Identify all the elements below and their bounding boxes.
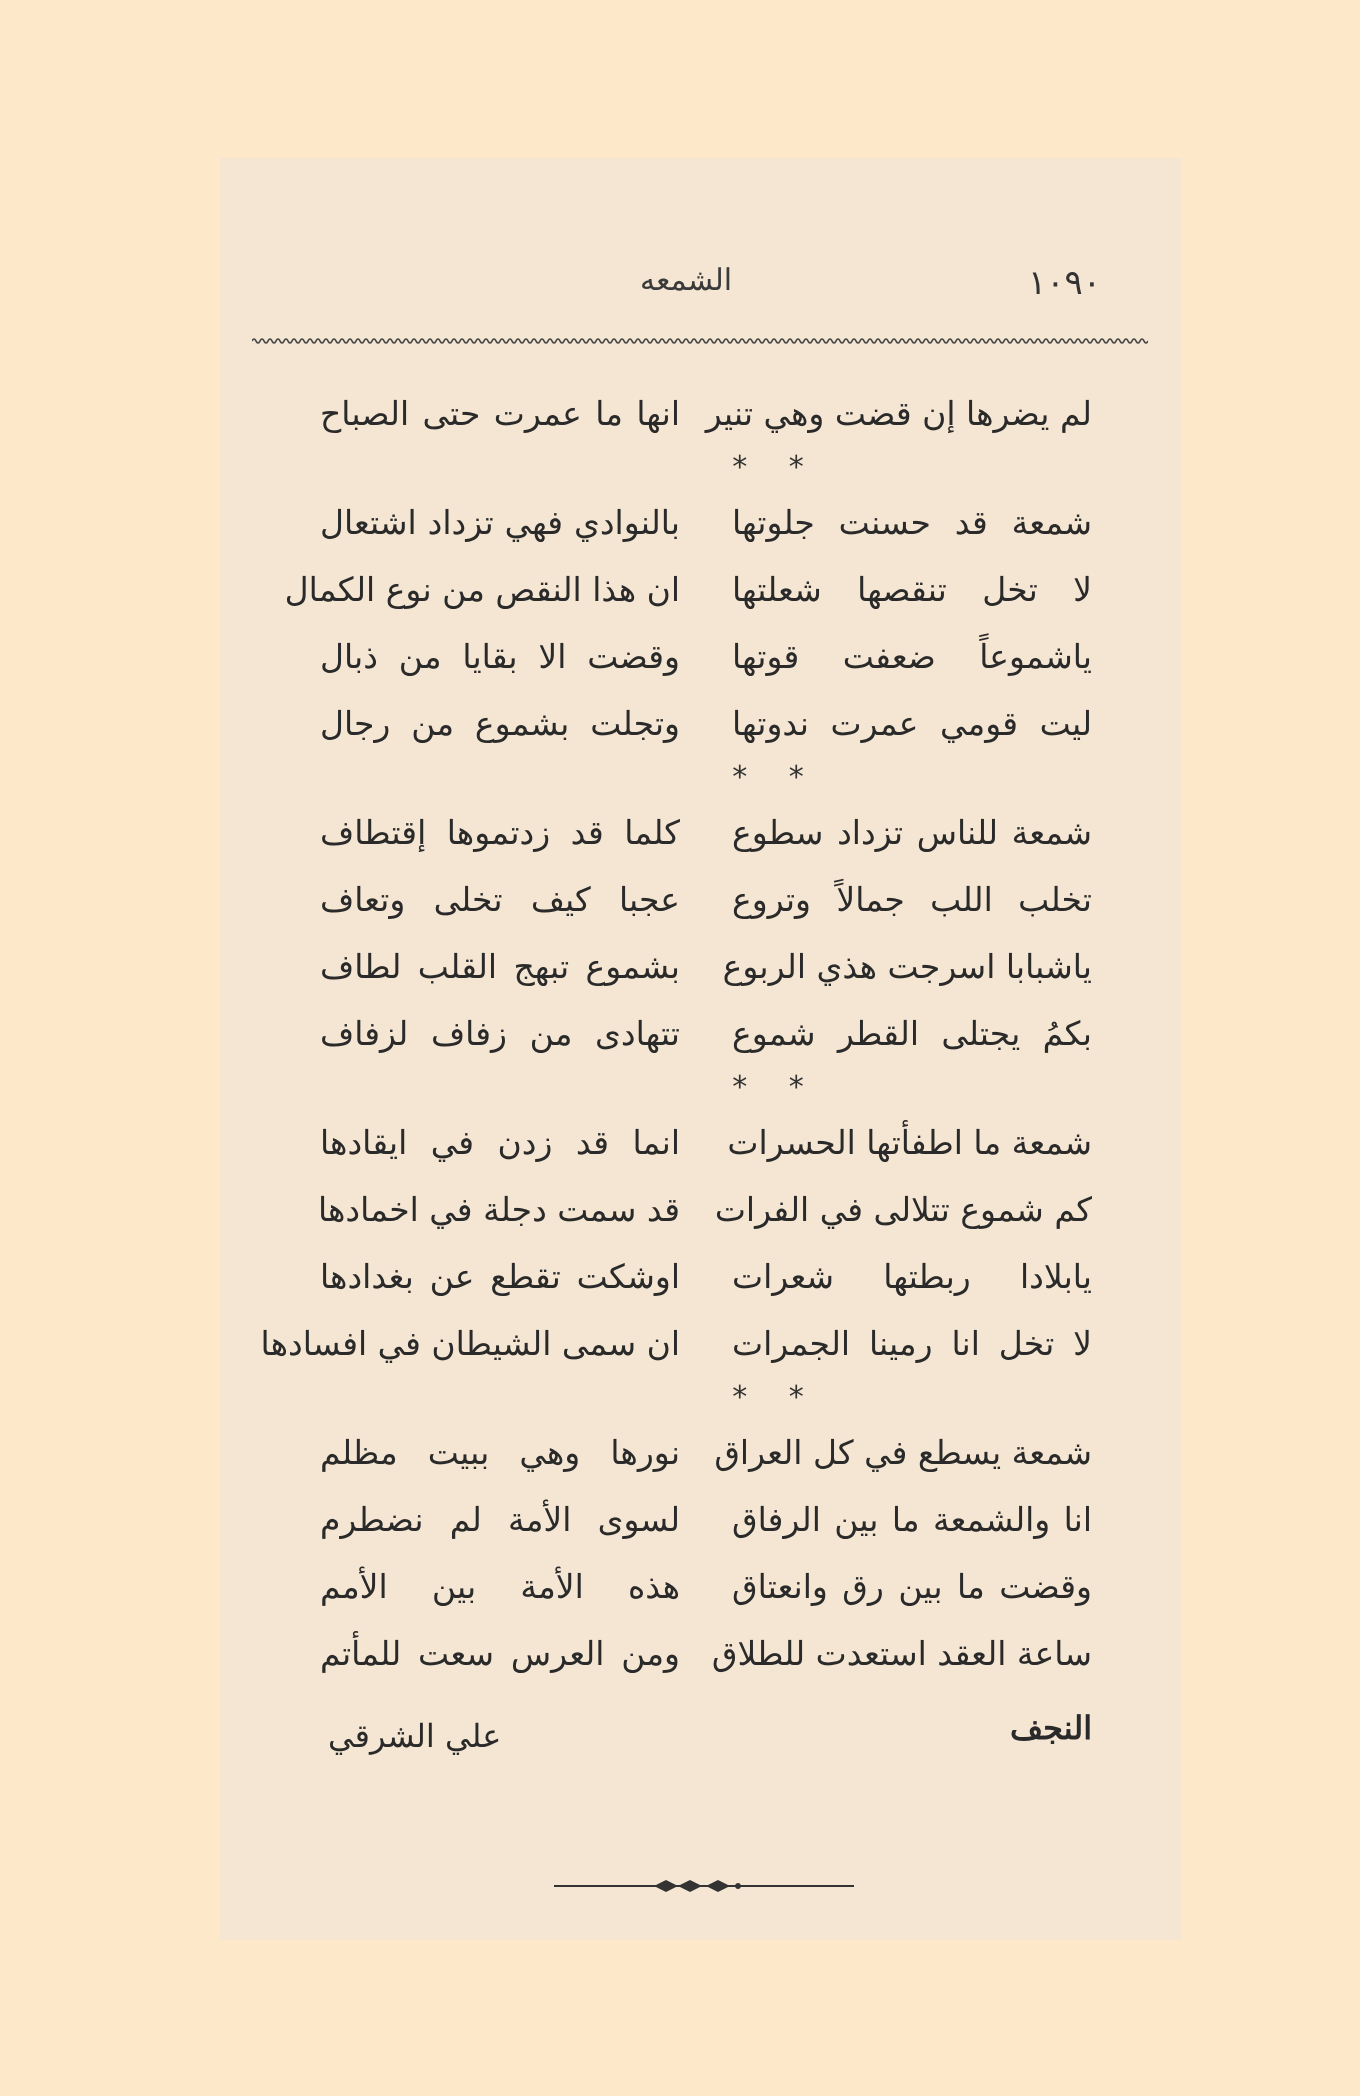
page-header — [220, 263, 1182, 313]
first-hemistich: لا تخل انا رمينا الجمرات — [732, 1324, 1092, 1363]
second-hemistich: تتهادى من زفاف لزفاف — [320, 1014, 680, 1053]
stanza-separator: * * — [732, 450, 820, 485]
second-hemistich: لسوى الأمة لم نضطرم — [320, 1500, 680, 1539]
second-hemistich: ان سمى الشيطان في افسادها — [260, 1324, 680, 1363]
wavy-divider — [252, 336, 1148, 346]
first-hemistich: ساعة العقد استعدت للطلاق — [711, 1634, 1092, 1673]
stanza — [220, 1419, 1182, 1689]
first-hemistich: يابلادا ربطتها شعرات — [732, 1257, 1092, 1296]
author-name: علي الشرقي — [328, 1717, 502, 1755]
book-page — [220, 158, 1182, 1940]
first-hemistich: شمعة يسطع في كل العراق — [714, 1433, 1092, 1472]
second-hemistich: انها ما عمرت حتى الصباح — [320, 394, 680, 433]
second-hemistich: انما قد زدن في ايقادها — [320, 1123, 680, 1162]
verse — [220, 489, 1182, 556]
stanza-separator: * * — [732, 760, 820, 795]
verse — [220, 1243, 1182, 1310]
first-hemistich: ياشموعاً ضعفت قوتها — [732, 637, 1092, 676]
second-hemistich: وتجلت بشموع من رجال — [320, 704, 680, 743]
stanza — [220, 799, 1182, 1109]
verse — [220, 1176, 1182, 1243]
first-hemistich: وقضت ما بين رق وانعتاق — [732, 1567, 1092, 1606]
second-hemistich: بشموع تبهج القلب لطاف — [320, 947, 680, 986]
closing-ornament — [554, 1876, 854, 1896]
verse — [220, 1553, 1182, 1620]
verse — [220, 623, 1182, 690]
first-hemistich: كم شموع تتلالى في الفرات — [714, 1190, 1092, 1229]
verse — [220, 1620, 1182, 1687]
verse — [220, 1419, 1182, 1486]
verse — [220, 933, 1182, 1000]
verse — [220, 690, 1182, 757]
first-hemistich: لا تخل تنقصها شعلتها — [732, 570, 1092, 609]
first-hemistich: شمعة قد حسنت جلوتها — [732, 503, 1092, 542]
first-hemistich: لم يضرها إن قضت وهي تنير — [705, 394, 1092, 433]
first-hemistich: شمعة ما اطفأتها الحسرات — [727, 1123, 1092, 1162]
running-title: الشمعه — [640, 263, 733, 298]
second-hemistich: قد سمت دجلة في اخمادها — [317, 1190, 680, 1229]
first-hemistich: انا والشمعة ما بين الرفاق — [732, 1500, 1092, 1539]
stanza — [220, 1109, 1182, 1419]
verse — [220, 1000, 1182, 1067]
first-hemistich: ليت قومي عمرت ندوتها — [732, 704, 1092, 743]
second-hemistich: بالنوادي فهي تزداد اشتعال — [320, 503, 680, 542]
poem-footer — [220, 1699, 1182, 1789]
first-hemistich: شمعة للناس تزداد سطوع — [732, 813, 1092, 852]
second-hemistich: هذه الأمة بين الأمم — [320, 1567, 680, 1606]
verse — [220, 1310, 1182, 1377]
stanza-separator: * * — [732, 1380, 820, 1415]
verse — [220, 1486, 1182, 1553]
stanza — [220, 489, 1182, 799]
second-hemistich: اوشكت تقطع عن بغدادها — [320, 1257, 680, 1296]
first-hemistich: تخلب اللب جمالاً وتروع — [732, 880, 1092, 919]
second-hemistich: ومن العرس سعت للمأتم — [320, 1634, 680, 1673]
verse — [220, 799, 1182, 866]
second-hemistich: نورها وهي ببيت مظلم — [320, 1433, 680, 1472]
second-hemistich: عجبا كيف تخلى وتعاف — [320, 880, 680, 919]
second-hemistich: وقضت الا بقايا من ذبال — [320, 637, 680, 676]
first-hemistich: ياشبابا اسرجت هذي الربوع — [722, 947, 1092, 986]
second-hemistich: ان هذا النقص من نوع الكمال — [284, 570, 680, 609]
stanza — [220, 380, 1182, 489]
first-hemistich: بكمُ يجتلى القطر شموع — [732, 1014, 1092, 1053]
stanza-separator: * * — [732, 1070, 820, 1105]
verse — [220, 380, 1182, 447]
poem — [220, 380, 1182, 1789]
second-hemistich: كلما قد زدتموها إقتطاف — [320, 813, 680, 852]
verse — [220, 1109, 1182, 1176]
page-number: ١٠٩٠ — [1028, 263, 1102, 303]
verse — [220, 556, 1182, 623]
place-name: النجف — [1010, 1709, 1093, 1747]
verse — [220, 866, 1182, 933]
